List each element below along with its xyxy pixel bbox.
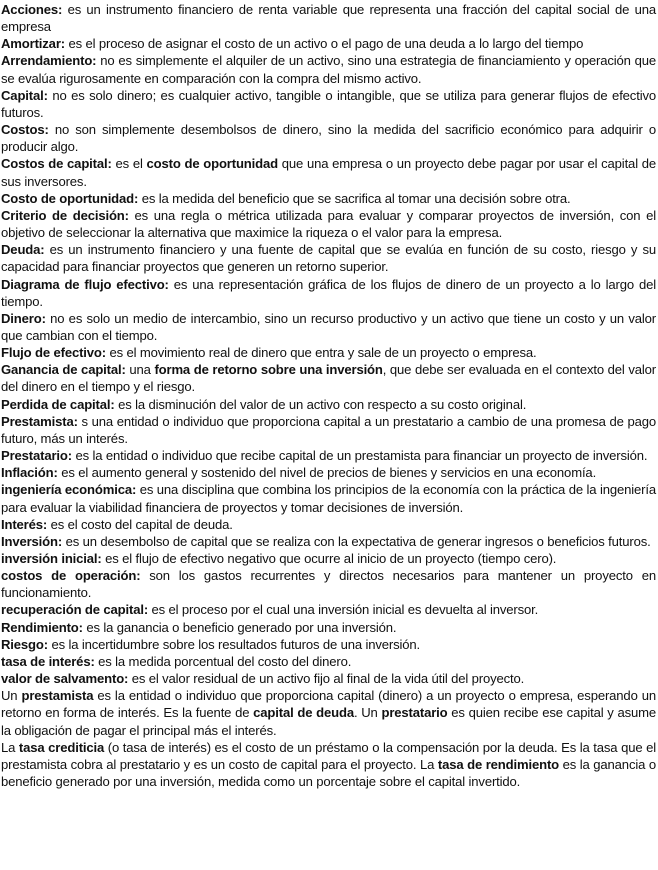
glossary-entry xyxy=(1,1,656,35)
glossary-definition: es el costo del capital de deuda. xyxy=(47,516,233,532)
glossary-definition: es una disciplina que combina los principios de la economía con la práctica de la ingeniería para evaluar la viabilidad financiera de proyectos y tomar decisiones de inversión. xyxy=(1,482,656,515)
glossary-definition: es una representación gráfica de los flujos de dinero de un proyecto a lo largo del tiempo. xyxy=(1,276,656,309)
glossary-definition: no es solo dinero; es cualquier activo, tangible o intangible, que se utiliza para generar flujos de efectivo futuros. xyxy=(1,87,656,120)
glossary-definition: es el flujo de efectivo negativo que ocurre al inicio de un proyecto (tiempo cero). xyxy=(101,551,557,566)
closing-text: . Un xyxy=(353,705,382,721)
glossary-definition: es el proceso de asignar el costo de un activo o el pago de una deuda a lo largo del tiempo xyxy=(64,36,584,52)
glossary-term: Inflación: xyxy=(1,465,58,481)
glossary-definition: es el movimiento real de dinero que entra y sale de un proyecto o empresa. xyxy=(105,345,537,361)
glossary-definition: es una regla o métrica utilizada para evaluar y comparar proyectos de inversión, con el objetivo de seleccionar la alternativa que maximice la riqueza o el valor para la empresa. xyxy=(1,207,656,241)
glossary-entry xyxy=(1,619,656,636)
glossary-term: Prestamista: xyxy=(1,413,78,429)
glossary-entry xyxy=(1,276,656,310)
closing-text: Un xyxy=(1,688,22,704)
glossary-entry xyxy=(1,601,656,618)
closing-paragraph-lender-borrower xyxy=(1,687,656,738)
glossary-term: Rendimiento: xyxy=(1,619,83,635)
glossary-definition: es un instrumento financiero y una fuente de capital que se evalúa en función de su costo, riesgo y su capacidad para financiar proyectos que generen un retorno superior. xyxy=(1,242,656,275)
glossary-entry xyxy=(1,636,656,653)
glossary-term: Riesgo: xyxy=(1,636,48,652)
glossary-definition: son los gastos recurrentes y directos necesarios para mantener un proyecto en funcionamiento. xyxy=(1,568,656,601)
glossary-definition: es la medida porcentual del costo del dinero. xyxy=(94,653,352,669)
glossary-definition: , que debe ser evaluada en el contexto del valor del dinero en el tiempo y el riesgo. xyxy=(1,362,656,395)
closing-emphasis: prestamista xyxy=(21,688,94,704)
glossary-definition: una xyxy=(125,362,155,378)
glossary-term: Diagrama de flujo efectivo: xyxy=(1,276,169,292)
glossary-term: Costos: xyxy=(1,122,49,138)
glossary-entry xyxy=(1,121,656,155)
glossary-term: ingeniería económica: xyxy=(1,482,137,498)
glossary-definition-emphasis: forma de retorno sobre una inversión xyxy=(154,362,383,378)
glossary-term: Amortizar: xyxy=(1,36,65,52)
glossary-entry xyxy=(1,310,656,344)
glossary-term: Prestatario: xyxy=(1,448,72,464)
glossary-definition: no es simplemente el alquiler de un activo, sino una estrategia de financiamiento y operación que se evalúa rigurosamente en comparación con la compra del mismo activo. xyxy=(1,53,656,86)
closing-emphasis: prestatario xyxy=(381,705,448,721)
glossary-term: recuperación de capital: xyxy=(1,602,149,618)
closing-emphasis: tasa de rendimiento xyxy=(437,756,559,772)
glossary-entry xyxy=(1,447,656,464)
glossary-definition: es un desembolso de capital que se realiza con la expectativa de generar ingresos o beneficios futuros. xyxy=(62,533,651,549)
glossary-term: Deuda: xyxy=(1,242,45,258)
glossary-definition: es el aumento general y sostenido del nivel de precios de bienes y servicios en una economía. xyxy=(57,465,597,481)
glossary-term: Capital: xyxy=(1,87,48,103)
glossary-term: Perdida de capital: xyxy=(1,396,115,412)
glossary-definition: que una empresa o un proyecto debe pagar por usar el capital de sus inversores. xyxy=(1,156,657,189)
glossary-term: tasa de interés: xyxy=(1,653,95,669)
glossary-entry xyxy=(1,241,656,275)
closing-text: es la ganancia o beneficio generado por una inversión, medida como un porcentaje sobre el capital invertido. xyxy=(1,756,656,790)
closing-emphasis: capital de deuda xyxy=(253,705,354,721)
glossary-definition: es un instrumento financiero de renta variable que representa una fracción del capital social de una empresa xyxy=(1,2,656,35)
glossary-entry xyxy=(1,550,656,567)
glossary-entry xyxy=(1,87,656,121)
glossary-term: Costo de oportunidad: xyxy=(1,190,139,206)
glossary-term: Arrendamiento: xyxy=(1,53,97,69)
glossary-entry xyxy=(1,207,656,241)
glossary-term: costos de operación: xyxy=(1,568,141,584)
glossary-entry xyxy=(1,413,656,447)
glossary-term: Acciones: xyxy=(1,2,63,17)
glossary-term: Costos de capital: xyxy=(1,156,112,172)
closing-text: es quien recibe ese capital y asume la obligación de pagar el principal más el interés. xyxy=(1,705,656,738)
glossary-definition: no es solo un medio de intercambio, sino un recurso productivo y un activo que tiene un costo y un valor que cambian con el tiempo. xyxy=(1,310,656,343)
glossary-entry xyxy=(1,155,656,189)
glossary-entry xyxy=(1,481,656,515)
closing-text: (o tasa de interés) es el costo de un préstamo o la compensación por la deuda. Es la tasa que el prestamista cobra al prestatario y es un costo de capital para el proyecto. La xyxy=(1,739,656,772)
glossary-entry xyxy=(1,396,656,413)
glossary-entry xyxy=(1,361,656,395)
glossary-term: Dinero: xyxy=(1,310,46,326)
glossary-term: Interés: xyxy=(1,516,48,532)
glossary-definition: es la ganancia o beneficio generado por una inversión. xyxy=(82,619,397,635)
glossary-entry xyxy=(1,35,656,52)
glossary-term: valor de salvamento: xyxy=(1,671,129,687)
glossary-entry xyxy=(1,190,656,207)
glossary-definition: es la entidad o individuo que recibe capital de un prestamista para financiar un proyecto de inversión. xyxy=(71,448,648,464)
glossary-entry xyxy=(1,344,656,361)
glossary-definition: es el valor residual de un activo fijo al final de la vida útil del proyecto. xyxy=(128,671,525,687)
glossary-entry xyxy=(1,533,656,550)
glossary-term: Ganancia de capital: xyxy=(1,362,126,378)
glossary-definition: no son simplemente desembolsos de dinero, sino la medida del sacrificio económico para adquirir o producir algo. xyxy=(1,122,656,155)
glossary-entry xyxy=(1,567,656,601)
glossary-entry xyxy=(1,464,656,481)
glossary-definition: es el xyxy=(111,156,147,172)
glossary-entry xyxy=(1,516,656,533)
glossary-definition: es la medida del beneficio que se sacrifica al tomar una decisión sobre otra. xyxy=(138,190,571,206)
glossary-definition-emphasis: costo de oportunidad xyxy=(146,156,278,172)
glossary-entry xyxy=(1,670,656,687)
glossary-term: Inversión: xyxy=(1,533,63,549)
glossary-term: Criterio de decisión: xyxy=(1,207,129,223)
closing-text: La xyxy=(1,739,19,755)
glossary-entry xyxy=(1,653,656,670)
closing-text: es la entidad o individuo que proporciona capital (dinero) a un proyecto o empresa, esperando un retorno en forma de interés. Es la fuente de xyxy=(1,688,656,721)
closing-emphasis: tasa crediticia xyxy=(18,739,105,755)
glossary-entry xyxy=(1,52,656,86)
glossary-definition: es la disminución del valor de un activo con respecto a su costo original. xyxy=(114,396,527,412)
glossary-definition: es la incertidumbre sobre los resultados futuros de una inversión. xyxy=(47,636,421,652)
glossary-term: Flujo de efectivo: xyxy=(1,345,106,361)
closing-paragraph-rates xyxy=(1,739,656,790)
glossary-definition: s una entidad o individuo que proporciona capital a un prestatario a cambio de una promesa de pago futuro, más un interés. xyxy=(1,413,656,446)
glossary-term: inversión inicial: xyxy=(1,551,102,566)
glossary-definition: es el proceso por el cual una inversión inicial es devuelta al inversor. xyxy=(148,602,539,618)
